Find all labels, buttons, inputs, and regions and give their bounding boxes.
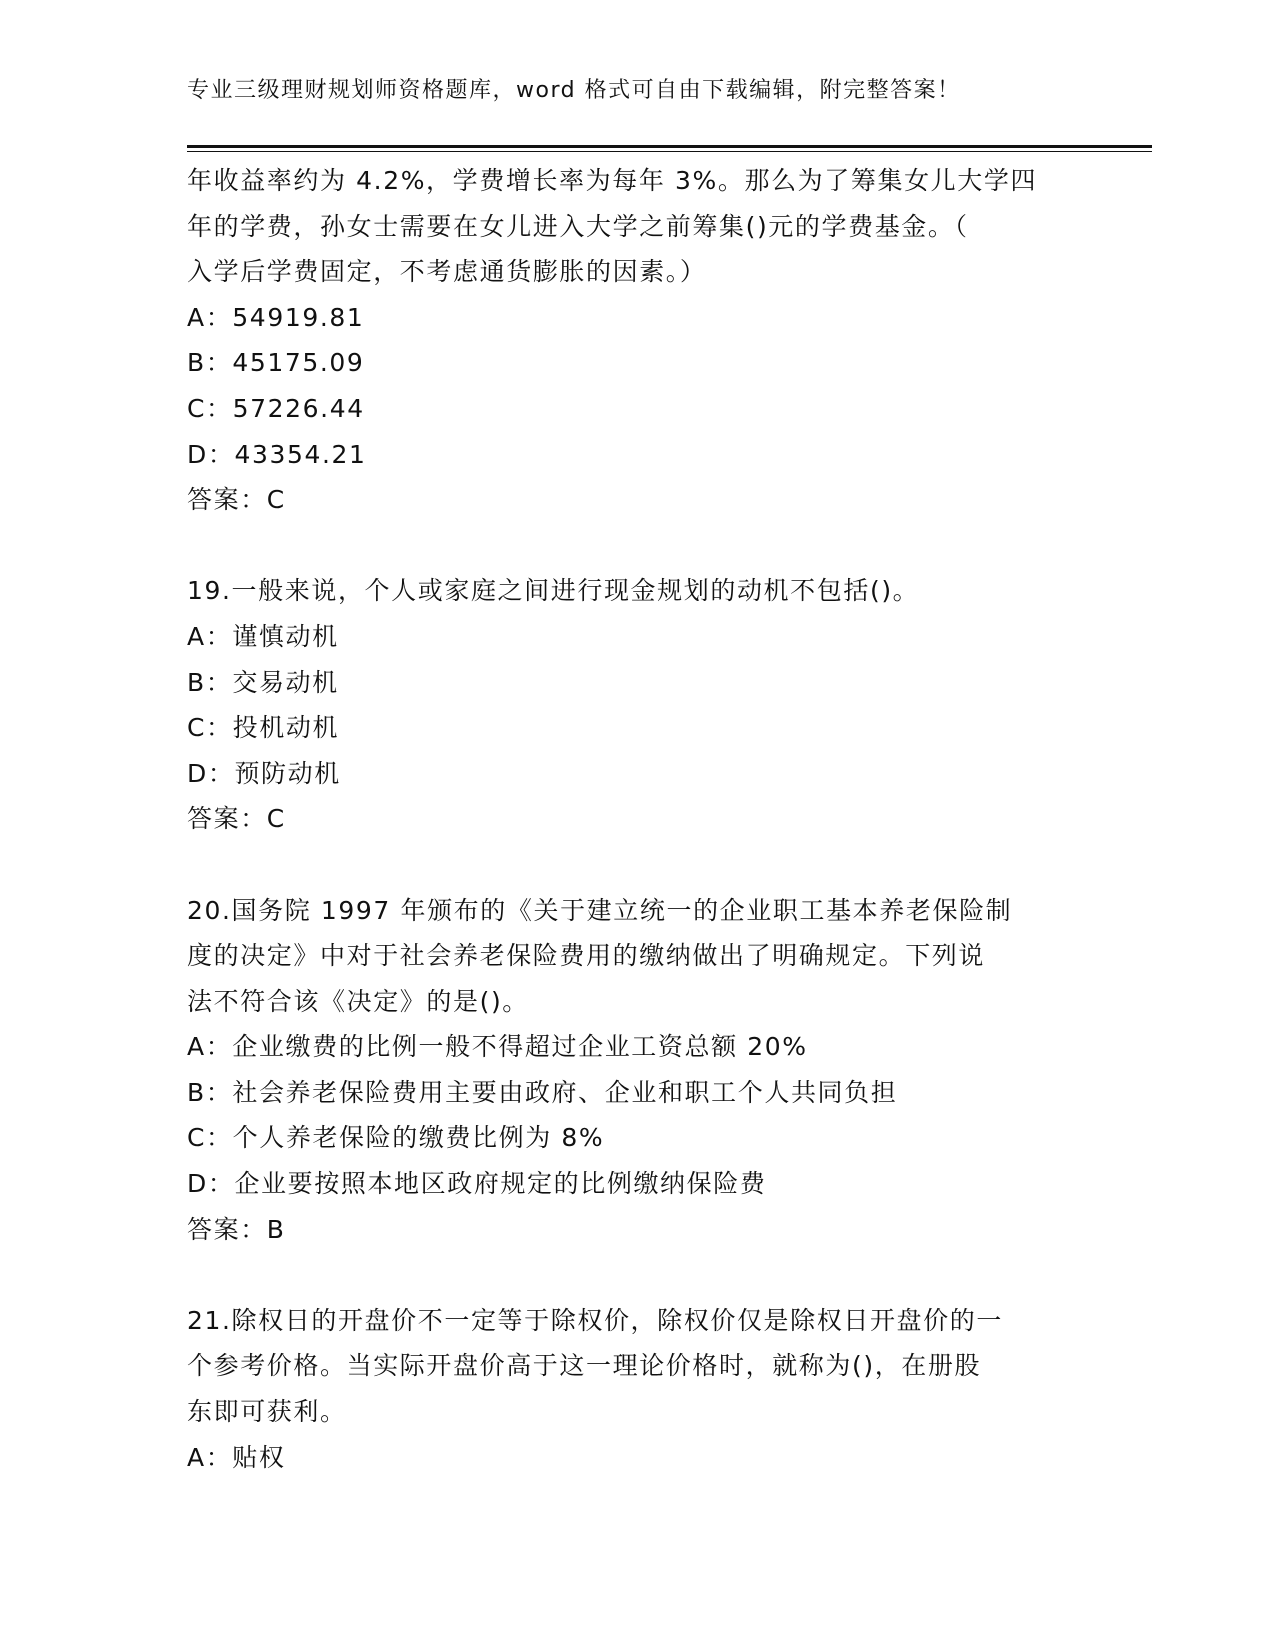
spacer (187, 842, 1087, 888)
question-stem-line: 个参考价格。当实际开盘价高于这一理论价格时，就称为()，在册股 (187, 1351, 982, 1381)
question-stem-line: 年的学费，孙女士需要在女儿进入大学之前筹集()元的学费基金。（ (187, 211, 969, 241)
question-stem-line: 年收益率约为 4.2%，学费增长率为每年 3%。那么为了筹集女儿大学四 (187, 166, 1038, 195)
option-a: A：谨慎动机 (187, 621, 339, 651)
option-a: A：贴权 (187, 1442, 286, 1472)
option-d: D：43354.21 (187, 439, 367, 469)
option-a: A：54919.81 (187, 302, 365, 332)
option-c: C：个人养老保险的缴费比例为 8% (187, 1123, 605, 1153)
option-b: B：交易动机 (187, 667, 339, 697)
question-20 (187, 888, 1087, 1253)
answer: 答案：C (187, 485, 286, 515)
question-content (187, 158, 1087, 1480)
question-stem-line: 东即可获利。 (187, 1397, 347, 1427)
option-b: B：社会养老保险费用主要由政府、企业和职工个人共同负担 (187, 1077, 898, 1107)
question-19 (187, 568, 1087, 842)
question-stem-line: 入学后学费固定，不考虑通货膨胀的因素。） (187, 257, 707, 287)
question-stem-line: 20.国务院 1997 年颁布的《关于建立统一的企业职工基本养老保险制 (187, 895, 1013, 925)
option-c: C：57226.44 (187, 393, 365, 423)
spacer (187, 1252, 1087, 1298)
question-18 (187, 158, 1087, 523)
answer: 答案：C (187, 804, 286, 834)
header-rule-thick (187, 145, 1152, 148)
option-c: C：投机动机 (187, 713, 340, 743)
page-header: 专业三级理财规划师资格题库，word 格式可自由下载编辑，附完整答案！ (187, 78, 961, 103)
question-stem-line: 法不符合该《决定》的是()。 (187, 986, 529, 1016)
option-d: D：企业要按照本地区政府规定的比例缴纳保险费 (187, 1169, 767, 1199)
question-stem-line: 度的决定》中对于社会养老保险费用的缴纳做出了明确规定。下列说 (187, 941, 986, 971)
header-rule-thin (187, 151, 1152, 152)
spacer (187, 523, 1087, 569)
question-21 (187, 1298, 1087, 1480)
option-d: D：预防动机 (187, 758, 341, 788)
question-stem-line: 19.一般来说，个人或家庭之间进行现金规划的动机不包括()。 (187, 576, 920, 606)
option-b: B：45175.09 (187, 348, 365, 378)
answer: 答案：B (187, 1214, 286, 1244)
option-a: A：企业缴费的比例一般不得超过企业工资总额 20% (187, 1032, 808, 1062)
question-stem-line: 21.除权日的开盘价不一定等于除权价，除权价仅是除权日开盘价的一 (187, 1305, 1003, 1335)
